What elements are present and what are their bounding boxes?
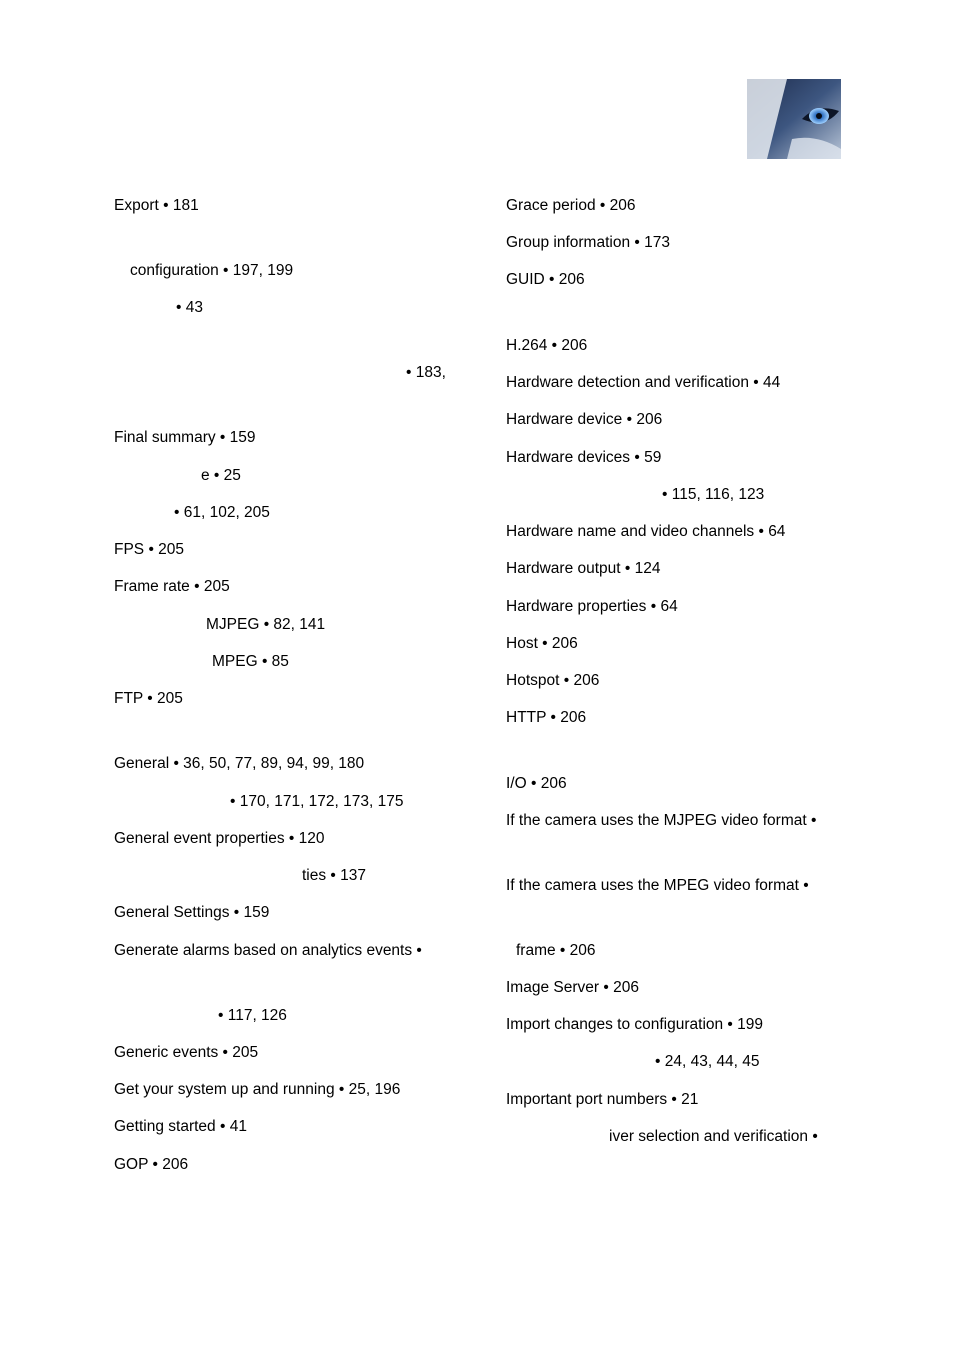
index-entry: FPS • 205 <box>114 541 185 558</box>
index-entry: frame • 206 <box>516 942 596 959</box>
index-entry: Group information • 173 <box>506 234 670 251</box>
index-entry: General Settings • 159 <box>114 904 270 921</box>
index-entry: Final summary • 159 <box>114 429 256 446</box>
index-entry: Hardware name and video channels • 64 <box>506 523 786 540</box>
index-entry: MPEG • 85 <box>212 653 289 670</box>
index-entry: e • 25 <box>201 467 241 484</box>
index-entry: • 117, 126 <box>218 1007 287 1024</box>
index-entry: General event properties • 120 <box>114 830 325 847</box>
index-entry: • 43 <box>176 299 203 316</box>
eye-logo <box>747 79 841 159</box>
index-entry: Get your system up and running • 25, 196 <box>114 1081 401 1098</box>
index-entry: ties • 137 <box>302 867 367 884</box>
index-entry: If the camera uses the MPEG video format • <box>506 877 809 894</box>
index-entry: configuration • 197, 199 <box>130 262 294 279</box>
index-entry: FTP • 205 <box>114 690 183 707</box>
index-entry: Hardware output • 124 <box>506 560 661 577</box>
index-entry: Grace period • 206 <box>506 197 636 214</box>
index-entry: Host • 206 <box>506 635 578 652</box>
index-entry: GUID • 206 <box>506 271 585 288</box>
index-entry: H.264 • 206 <box>506 337 588 354</box>
index-entry: Image Server • 206 <box>506 979 639 996</box>
index-entry: Hardware devices • 59 <box>506 449 662 466</box>
index-entry: • 183, <box>406 364 446 381</box>
index-entry: Frame rate • 205 <box>114 578 230 595</box>
index-entry: • 115, 116, 123 <box>662 486 765 503</box>
index-entry: I/O • 206 <box>506 775 567 792</box>
index-entry: Hardware properties • 64 <box>506 598 678 615</box>
index-entry: MJPEG • 82, 141 <box>206 616 326 633</box>
index-entry: HTTP • 206 <box>506 709 587 726</box>
index-entry: Import changes to configuration • 199 <box>506 1016 764 1033</box>
index-entry: Export • 181 <box>114 197 199 214</box>
index-entry: • 170, 171, 172, 173, 175 <box>230 793 404 810</box>
index-entry: Important port numbers • 21 <box>506 1091 699 1108</box>
index-entry: Hotspot • 206 <box>506 672 600 689</box>
index-entry: Hardware device • 206 <box>506 411 663 428</box>
index-entry: Getting started • 41 <box>114 1118 247 1135</box>
index-entry: If the camera uses the MJPEG video format • <box>506 812 817 829</box>
index-entry: • 24, 43, 44, 45 <box>655 1053 760 1070</box>
index-entry: GOP • 206 <box>114 1156 189 1173</box>
index-entry: iver selection and verification • <box>609 1128 818 1145</box>
index-entry: General • 36, 50, 77, 89, 94, 99, 180 <box>114 755 365 772</box>
index-entry: Generate alarms based on analytics events • <box>114 942 422 959</box>
index-entry: • 61, 102, 205 <box>174 504 270 521</box>
index-entry: Hardware detection and verification • 44 <box>506 374 781 391</box>
index-entry: Generic events • 205 <box>114 1044 259 1061</box>
